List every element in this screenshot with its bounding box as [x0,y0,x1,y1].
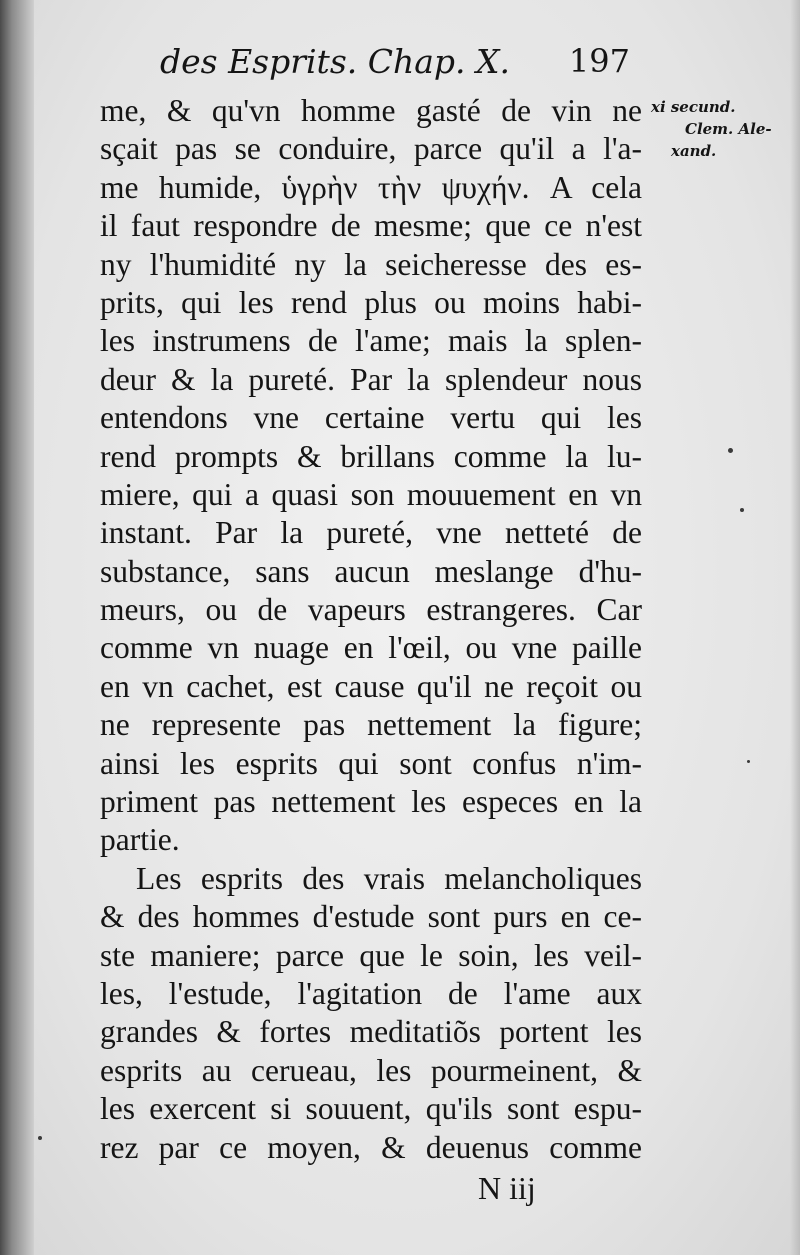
ink-speck [747,760,750,763]
margin-note-line: Clem. Ale- [685,120,772,138]
text-line: priment pas nettement les especes en la [100,784,642,820]
text-line: ny l'humidité ny la seicheresse des es- [100,246,642,282]
body-text [100,92,642,1167]
text-line: miere, qui a quasi son mouuement en vn [100,476,642,512]
text-line: ne represente pas nettement la figure; [100,707,642,743]
paragraph-2 [100,860,642,1167]
text-line: esprits au cerueau, les pourmeinent, & [100,1052,642,1088]
text-line: sçait pas se conduire, parce qu'il a l'a- [100,131,642,167]
text-line: entendons vne certaine vertu qui les [100,400,642,436]
text-line: rend prompts & brillans comme la lu- [100,438,642,474]
running-title: des Esprits. Chap. X. [160,42,510,81]
text-line: partie. [100,822,180,858]
binding-gutter [0,0,34,1255]
text-line: les, l'estude, l'agitation de l'ame aux [100,975,642,1011]
text-line: les exercent si souuent, qu'ils sont espu- [100,1091,642,1127]
ink-speck [38,1136,42,1140]
text-line: me humide, ὑγρὴν τὴν ψυχήν. A cela [100,169,642,205]
text-line: en vn cachet, est cause qu'il ne reçoit ou [100,668,642,704]
text-line: grandes & fortes meditatiõs portent les [100,1014,642,1050]
ink-speck [740,508,744,512]
text-line: substance, sans aucun meslange d'hu- [100,553,642,589]
page-number: 197 [568,42,630,80]
text-line: me, & qu'vn homme gasté de vin ne [100,93,642,128]
ink-speck [728,448,733,453]
text-line: & des hommes d'estude sont purs en ce- [100,899,642,935]
paragraph-1 [100,92,642,860]
page-header [160,42,630,92]
text-line: instant. Par la pureté, vne netteté de [100,515,642,551]
margin-note-line: xi secund. [651,98,736,116]
text-line: ste maniere; parce que le soin, les veil- [100,937,642,973]
page-edge [790,0,800,1255]
margin-note-line: xand. [671,142,717,160]
margin-note [651,96,791,162]
text-line: Les esprits des vrais melancholiques [136,860,642,896]
text-line: rez par ce moyen, & deuenus comme [100,1129,642,1165]
text-line: les instrumens de l'ame; mais la splen- [100,323,642,359]
text-line: comme vn nuage en l'œil, ou vne paille [100,630,642,666]
signature-mark: N iij [478,1170,536,1206]
text-line: ainsi les esprits qui sont confus n'im- [100,745,642,781]
text-line: meurs, ou de vapeurs estrangeres. Car [100,592,642,628]
text-line: prits, qui les rend plus ou moins habi- [100,284,642,320]
text-line: deur & la pureté. Par la splendeur nous [100,361,642,397]
text-line: il faut respondre de mesme; que ce n'est [100,208,642,244]
